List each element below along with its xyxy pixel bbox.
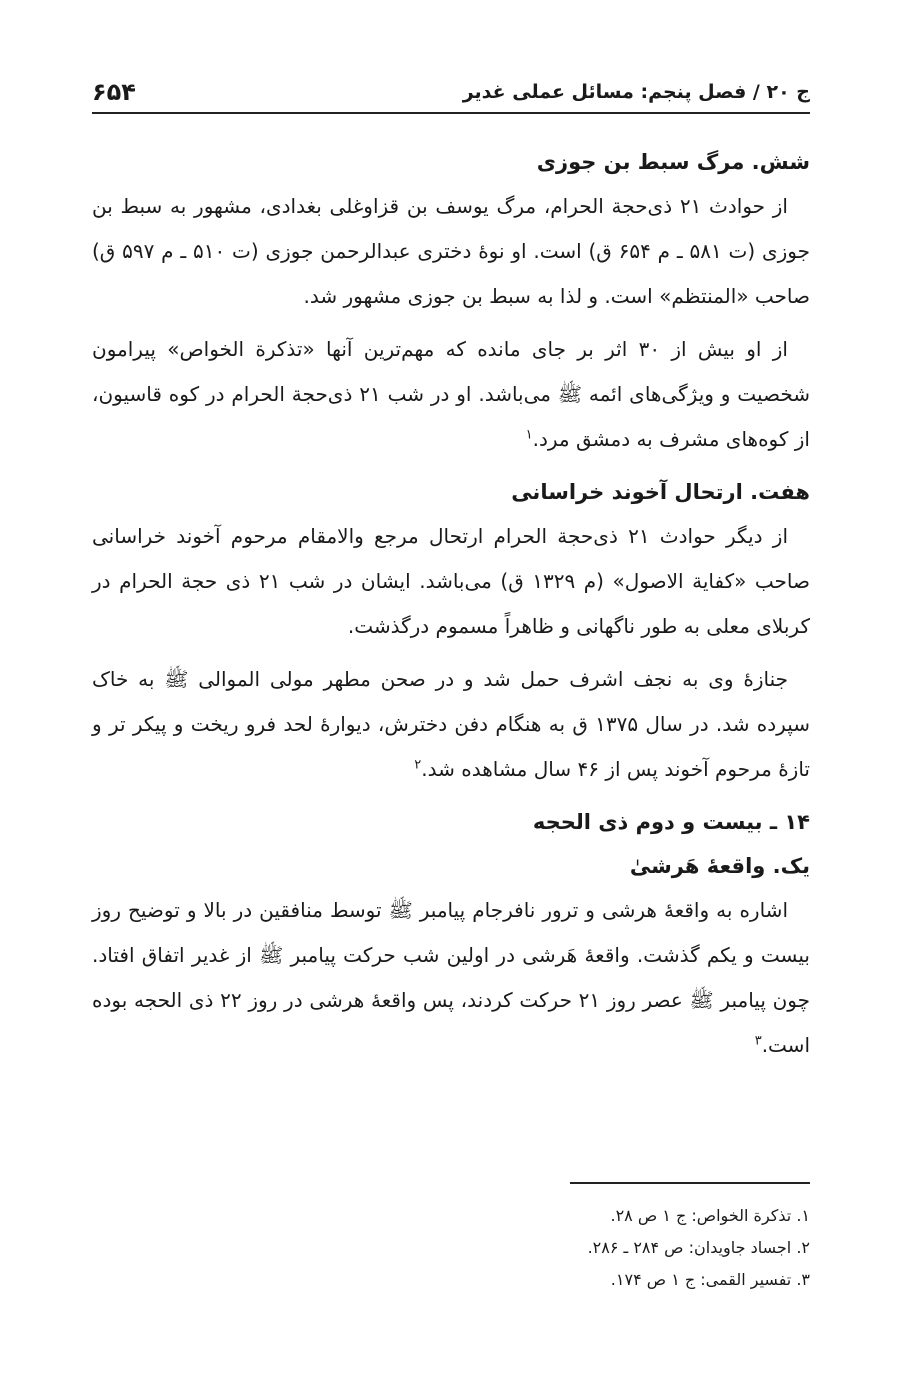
chapter-title: ج ۲۰ / فصل پنجم: مسائل عملی غدیر	[462, 81, 810, 103]
footnote-ref: ۳	[754, 1033, 762, 1049]
section-heading-sibt-ibn-jawzi: شش. مرگ سبط بن جوزی	[536, 150, 810, 174]
footnote-ref: ۱	[525, 427, 533, 443]
running-header	[92, 72, 810, 114]
paragraph: جنازهٔ وی به نجف اشرف حمل شد و در صحن مطهر مولی الموالی ﷺ به خاک سپرده شد. در سال ۱۳۷۵ ق به هنگام دفن دخترش، دیوارهٔ لحد فرو ریخت و پیکر تر و تازهٔ مرحوم آخوند پس از ۴۶ سال مشاهده شد.$^۲$	[92, 667, 810, 781]
footnote-item: ۳. تفسیر القمی: ج ۱ ص ۱۷۴.	[610, 1270, 810, 1289]
book-page	[92, 0, 810, 1390]
page-number: ۶۵۴	[92, 78, 136, 106]
section-heading-22-dhul-hijja: ۱۴ ـ بیست و دوم ذی الحجه	[532, 810, 810, 834]
paragraph: از دیگر حوادث ۲۱ ذی‌حجة الحرام ارتحال مرجع والامقام مرحوم آخوند خراسانی صاحب «کفایة الاصول» (م ۱۳۲۹ ق) می‌باشد. ایشان در شب ۲۱ ذی حجة الحرام در کربلای معلی به طور ناگهانی و ظاهراً مسموم درگذشت.	[92, 524, 810, 638]
footnotes	[92, 1200, 810, 1296]
paragraph: از او بیش از ۳۰ اثر بر جای مانده که مهم‌ترین آنها «تذکرة الخواص» پیرامون شخصیت و ویژگی‌های ائمه ﷺ می‌باشد. او در شب ۲۱ ذی‌حجة الحرام در کوه قاسیون، از کوه‌های مشرف به دمشق مرد.$^۱$	[92, 337, 810, 451]
section-heading-harsha-incident: یک. واقعهٔ هَرشیٰ	[629, 854, 810, 878]
main-content	[92, 140, 810, 1076]
paragraph: از حوادث ۲۱ ذی‌حجة الحرام، مرگ یوسف بن قزاوغلی بغدادی، مشهور به سبط بن جوزی (ت ۵۸۱ ـ م ۶۵۴ ق) است. او نوهٔ دختری عبدالرحمن جوزی (ت ۵۱۰ ـ م ۵۹۷ ق) صاحب «المنتظم» است. و لذا به سبط بن جوزی مشهور شد.	[92, 194, 810, 308]
footnote-divider	[570, 1182, 810, 1184]
paragraph: اشاره به واقعهٔ هرشی و ترور نافرجام پیامبر ﷺ توسط منافقین در بالا و توضیح روز بیست و یکم گذشت. واقعهٔ هَرشی در اولین شب حرکت پیامبر ﷺ از غدیر اتفاق افتاد. چون پیامبر ﷺ عصر روز ۲۱ حرکت کردند، پس واقعهٔ هرشی در روز ۲۲ ذی الحجه بوده است.$^۳$	[92, 898, 810, 1057]
footnote-item: ۱. تذکرة الخواص: ج ۱ ص ۲۸.	[610, 1206, 810, 1225]
footnote-ref: ۲	[414, 757, 422, 773]
footnote-item: ۲. اجساد جاویدان: ص ۲۸۴ ـ ۲۸۶.	[587, 1238, 810, 1257]
section-heading-akhund-khorasani: هفت. ارتحال آخوند خراسانی	[511, 480, 810, 504]
